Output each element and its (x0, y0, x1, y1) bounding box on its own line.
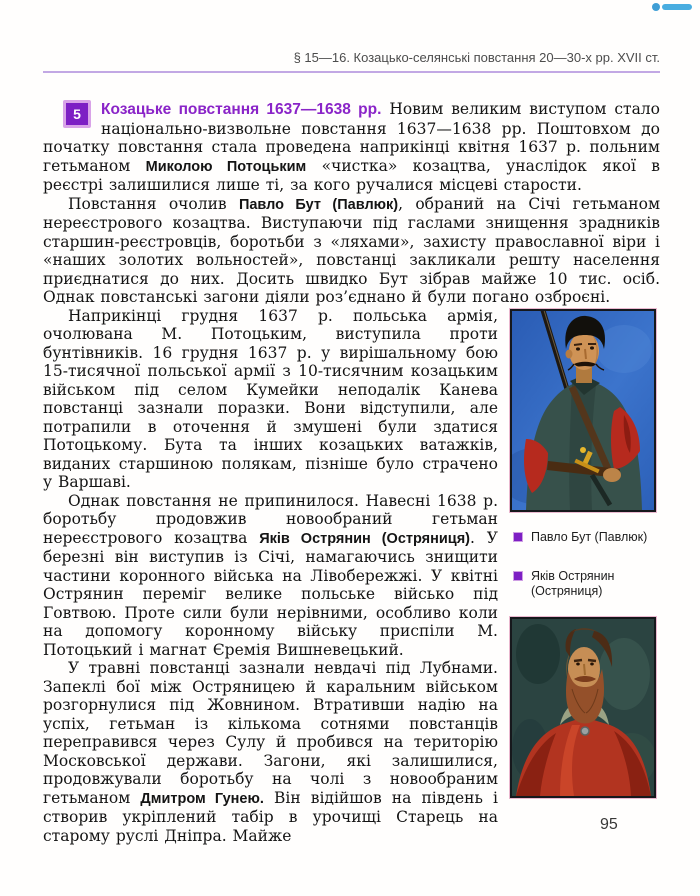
paragraph-text: Новим великим виступом стало національно-визвольне повстання 1637—1638 рр. Поштовхом до початку повстання стала проведена наприкінці квітня 1637 р. польним гетьманом Миколою Потоцьким «чистка» козацтва, унаслідок якої в реєстрі залишилися лише ті, за кого ручалися місцеві старости. (43, 100, 660, 194)
section-number-badge: 5 (63, 100, 91, 128)
caption-text: Яків Острянин (Остряниця) (531, 568, 615, 598)
logo-wordmark (662, 4, 692, 10)
portrait-yakiv-ostryanyn (510, 617, 656, 798)
body-paragraph (43, 100, 660, 195)
publisher-logo-icon (652, 3, 692, 11)
figure-caption (514, 569, 660, 599)
header-divider (43, 71, 660, 73)
caption-bullet-icon (514, 533, 522, 541)
body-paragraph: У травні повстанці зазнали невдачі під Лубнами. Запеклі бої між Остряницею й каральним військом розгорнулися під Жовнином. Втративши надію на успіх, гетьман із кількома сотнями повстанців переправився через Сулу й пробився на територію Московської держави. Загони, які залишилися, продовжували боротьбу на чолі з новообраним гетьманом Дмитром Гунею. Він відійшов на південь і створив укріплений табір в урочищі Старець на старому руслі Дніпра. Майже (43, 659, 498, 845)
logo-circle-icon (652, 3, 660, 11)
body-paragraph: Повстання очолив Павло Бут (Павлюк), обраний на Січі гетьманом нереєстрового козацтва. Виступаючи під гаслами знищення зрадників старшин-реєстровців, боротьби з «ляхами», захисту православної віри і «наших золотих вольностей», повстанці закликали решту населення приєднатися до них. Досить швидко Бут зібрав майже 10 тис. осіб. Однак повстанські загони діяли роз’єднано й були погано озброєні. (43, 194, 660, 306)
body-paragraph: Однак повстання не припинилося. Навесні 1638 р. боротьбу продовжив новообраний гетьман нереєстрового козацтва Яків Острянин (Остряниця). У березні він виступив із Січі, намагаючись знищити частини коронного війська на Лівобережжі. У квітні Острянин переміг велике польське військо під Говтвою. Проте сили були нерівними, особливо коли на допомогу коронному війську приспіли М. Потоцький і магнат Єремія Вишневецький. (43, 491, 498, 659)
page-number: 95 (600, 816, 618, 833)
figure-caption (514, 530, 660, 545)
running-header: § 15—16. Козацько-селянські повстання 20—30-х рр. XVII ст. (293, 50, 660, 65)
yakiv-ostryanyn-painting (512, 619, 654, 796)
figure-column (510, 309, 660, 814)
body-text (43, 100, 660, 845)
portrait-pavlo-but (510, 309, 656, 512)
body-paragraph: Наприкінці грудня 1637 р. польська армія, очолювана М. Потоцьким, виступила проти бунтівників. 16 грудня 1637 р. у вирішальному бою 15-тисячної польської армії з 10-тисячним козацьким військом під селом Кумейки неподалік Канева повстанці зазнали поразки. Вони відступили, але потрапили в оточення й змушені були здатися Потоцькому. Бута та інших козацьких ватажків, виданих старшиною полякам, пізніше було страчено у Варшаві. (43, 306, 498, 491)
caption-bullet-icon (514, 572, 522, 580)
section-heading: Козацьке повстання 1637—1638 рр. (101, 101, 382, 118)
pavlo-but-painting (512, 311, 654, 510)
caption-text: Павло Бут (Павлюк) (531, 529, 648, 544)
